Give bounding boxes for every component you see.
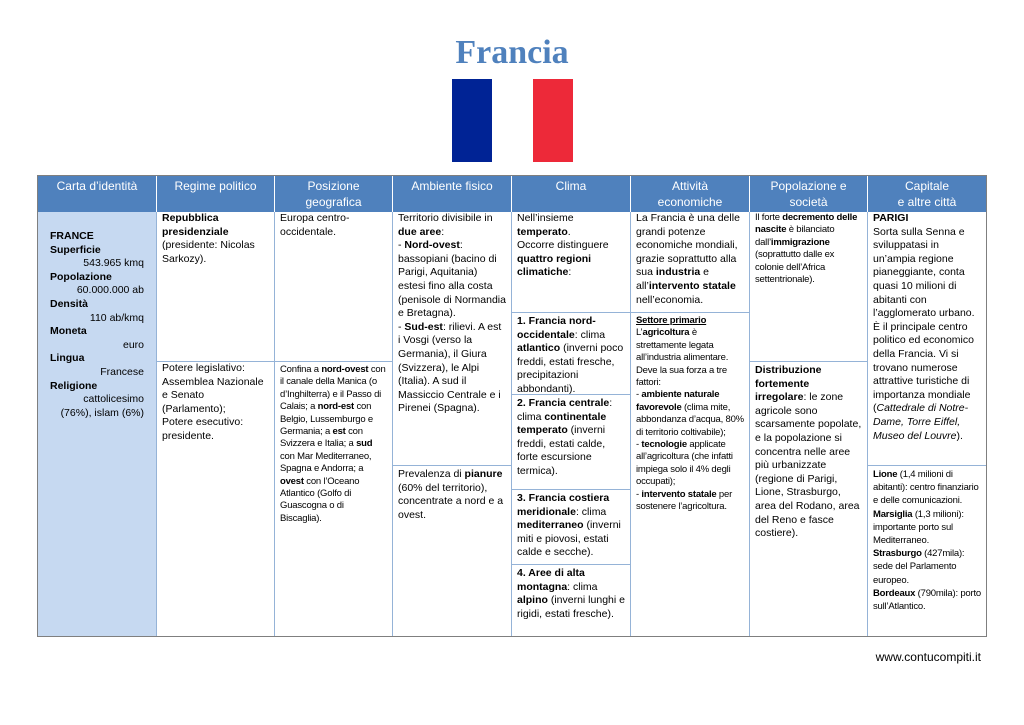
ambiente-due-aree: due aree <box>398 225 442 238</box>
attivita-text: L’ <box>636 327 643 339</box>
popolazione-text: Il forte <box>755 212 783 223</box>
popolazione-decremento: decremento delle nascite <box>755 212 858 236</box>
posizione-europa: Europa centro-occidentale. <box>280 212 350 238</box>
ambiente-sudest: Sud-est <box>404 320 443 333</box>
attivita-primario-cell <box>631 312 749 636</box>
clima-temperato: temperato <box>517 225 568 238</box>
popolazione-value: 60.000.000 ab <box>76 284 144 297</box>
attivita-text: - <box>636 389 642 401</box>
ambiente-pianure-cell <box>393 465 511 636</box>
clima-region-title: 3. Francia costiera meridionale <box>517 492 610 518</box>
popolazione-immigrazione: immigrazione <box>770 236 830 248</box>
ambiente-text: : bassopiani (bacino di Parigi, Aquitania) estesi fino alla costa (penisole di Normandia e Bretagna). <box>398 239 506 320</box>
potere-legislativo: Potere legislativo: Assemblea Nazionale e Senato (Parlamento); <box>162 362 264 415</box>
page-title: Francia <box>455 34 569 71</box>
lingua-label: Lingua <box>50 352 85 365</box>
column-posizione <box>275 212 393 636</box>
posizione-europa-cell <box>275 212 392 361</box>
ambiente-aree-cell <box>393 212 511 465</box>
clima-region-title: 4. Aree di alta montagna <box>517 567 585 593</box>
confini-sud: sud <box>356 438 373 450</box>
column-ambiente <box>393 212 512 636</box>
citta-text: (1,3 milioni): importante porto sul Mediterraneo. <box>873 508 964 547</box>
popolazione-text: (soprattutto dalle ex colonie dell’Africa settentrionale). <box>755 249 835 286</box>
popolazione-distribuzione-cell <box>750 361 867 636</box>
column-popolazione <box>750 212 868 636</box>
attivita-text: è strettamente legata all’industria alimentare. Deve la sua forza a tre fattori: <box>636 327 729 389</box>
header-attivita: Attività economiche <box>631 176 750 212</box>
ambiente-text: - <box>398 320 405 333</box>
flag-white-band <box>492 79 533 162</box>
popolazione-text: è bilanciato dall’ <box>755 224 835 248</box>
potere-esecutivo: Potere esecutivo: presidente. <box>162 416 244 442</box>
column-regime <box>157 212 275 636</box>
fattore-tecnologie: tecnologie <box>641 439 687 451</box>
column-clima <box>512 212 631 636</box>
religione-value-1: cattolicesimo <box>83 393 144 406</box>
capitale-text: Sorta sulla Senna e sviluppatasi in un’ampia regione pianeggiante, conta quasi 10 milioni di abitanti con l’agglomerato urbano. È il principale centro politico ed economico della Francia. Vi si trovano numerose attrattive turistiche di importanza mondiale ( <box>873 225 975 415</box>
ambiente-text: Territorio divisibile in <box>398 212 493 224</box>
clima-text: : clima <box>567 580 598 593</box>
pianure-highlight: pianure <box>464 468 503 480</box>
lingua-value: Francese <box>100 365 144 378</box>
popolazione-distribuzione: Distribuzione fortemente irregolare <box>755 364 822 404</box>
confini-text: Confina a <box>280 364 322 375</box>
fattore-intervento: intervento statale <box>641 488 717 500</box>
attivita-text: e all’ <box>636 266 709 292</box>
citta-text: (790mila): porto sull’Atlantico. <box>873 587 981 613</box>
clima-type: continentale temperato <box>517 410 607 437</box>
citta-bordeaux: Bordeaux <box>873 587 916 599</box>
regime-tipo-1: Repubblica <box>162 212 219 224</box>
moneta-label: Moneta <box>50 325 87 338</box>
regime-presidente: (presidente: Nicolas Sarkozy). <box>162 239 255 265</box>
clima-text: : <box>568 266 572 279</box>
superficie-value: 543.965 kmq <box>83 257 144 270</box>
regime-tipo-cell <box>157 212 274 361</box>
attivita-text: - <box>636 488 642 500</box>
clima-meridionale-cell <box>512 489 630 564</box>
clima-text: (inverni lunghi e rigidi, estati fresche). <box>517 594 625 620</box>
clima-centrale-cell <box>512 394 630 489</box>
header-identita: Carta d’identità <box>38 176 157 212</box>
clima-text: . <box>567 225 571 238</box>
clima-montagna-cell <box>512 564 630 636</box>
citta-marsiglia: Marsiglia <box>873 508 913 520</box>
flag-red-band <box>533 79 573 162</box>
attivita-text: La Francia è una delle grandi potenze economiche mondiali, grazie soprattutto alla sua <box>636 212 740 279</box>
header-clima: Clima <box>512 176 631 212</box>
clima-text: : clima <box>574 328 606 341</box>
flag-blue-band <box>452 79 492 162</box>
clima-type: mediterraneo <box>517 519 584 532</box>
ambiente-text: : rilievi. A est i Vosgi (verso la Germania), il Giura (Svizzera), le Alpi (Italia). A sud il Massiccio Centrale e i Pirenei (Spagna). <box>398 320 502 415</box>
capitale-parigi-cell <box>868 212 986 465</box>
densita-label: Densità <box>50 297 88 310</box>
attivita-text: applicate all’agricoltura (che infatti impiega solo il 4% degli occupati); <box>636 439 733 488</box>
clima-quattro-regioni: quattro regioni climatiche <box>517 252 592 279</box>
citta-text: (427mila): sede del Parlamento europeo. <box>873 548 965 586</box>
confini-nordovest: nord-ovest <box>321 364 369 375</box>
confini-text: con Belgio, Lussemburgo e Germania; a <box>280 401 373 438</box>
capitale-text: ). <box>956 429 963 442</box>
ambiente-text: : <box>441 225 445 238</box>
attivita-text: - <box>636 439 642 451</box>
confini-text: con l’Oceano Atlantico (Golfo di Guascogna o di Biscaglia). <box>280 475 360 524</box>
country-table <box>37 175 987 637</box>
ambiente-text: - <box>398 239 405 252</box>
capitale-parigi: PARIGI <box>873 212 909 224</box>
densita-value: 110 ab/kmq <box>89 311 144 324</box>
clima-type: alpino <box>517 594 548 607</box>
clima-region-title: 2. Francia centrale <box>517 397 610 409</box>
pianure-text: Prevalenza di <box>398 468 465 480</box>
column-capitale <box>868 212 986 636</box>
settore-primario-heading: Settore primario <box>636 315 707 326</box>
citta-lione: Lione <box>873 469 898 480</box>
attivita-text: nell’economia. <box>636 293 704 306</box>
header-ambiente: Ambiente fisico <box>393 176 512 212</box>
clima-text: : clima <box>517 397 613 423</box>
altre-citta-cell <box>868 465 986 636</box>
clima-intro-cell <box>512 212 630 312</box>
regime-poteri-cell <box>157 361 274 636</box>
fattore-ambiente: ambiente naturale favorevole <box>636 389 720 413</box>
confini-text: con Mar Mediterraneo, Spagna e Andorra; a <box>280 450 372 475</box>
column-identita <box>38 212 157 636</box>
attivita-intervento: intervento statale <box>648 279 736 292</box>
citta-strasburgo: Strasburgo <box>873 548 922 560</box>
clima-region-title: 1. Francia nord-occidentale <box>517 315 596 341</box>
attivita-text: (clima mite, abbondanza d’acqua, 80% di territorio coltivabile); <box>636 401 744 438</box>
pianure-text: (60% del territorio), concentrate a nord e a ovest. <box>398 481 504 521</box>
attivita-industria: industria <box>655 266 701 279</box>
capitale-monumenti: Cattedrale di Notre-Dame, Torre Eiffel, Museo del Louvre <box>873 402 969 442</box>
religione-label: Religione <box>50 379 98 392</box>
clima-text: : clima <box>575 505 607 518</box>
attivita-agricoltura: agricoltura <box>642 327 690 339</box>
citta-text: (1,4 milioni di abitanti): centro finanziario e delle comunicazioni. <box>873 469 979 507</box>
header-popolazione: Popolazione e società <box>750 176 868 212</box>
confini-nordest: nord-est <box>317 401 355 413</box>
attivita-text: per sostenere l’agricoltura. <box>636 488 733 513</box>
header-posizione: Posizione geografica <box>275 176 393 212</box>
clima-nordoccidentale-cell <box>512 312 630 394</box>
moneta-value: euro <box>122 338 144 351</box>
clima-type: atlantico <box>517 342 561 355</box>
attivita-intro-cell <box>631 212 749 312</box>
regime-tipo-2: presidenziale <box>162 225 229 238</box>
column-attivita <box>631 212 750 636</box>
identita-cell <box>38 230 156 420</box>
popolazione-nascite-cell <box>750 212 867 361</box>
confini-text: con il canale della Manica (o d’Inghilterra) e il Passo di Calais; a <box>280 364 386 413</box>
religione-value-2: (76%), islam (6%) <box>60 406 144 419</box>
posizione-confini-cell <box>275 361 392 636</box>
clima-text: Occorre distinguere <box>517 239 609 252</box>
header-capitale: Capitale e altre città <box>868 176 986 212</box>
header-regime: Regime politico <box>157 176 275 212</box>
clima-text: Nell’insieme <box>517 212 574 224</box>
clima-text: (inverni poco freddi, estati fresche, precipitazioni abbondanti). <box>517 342 624 395</box>
confini-text: con Svizzera e Italia; a <box>280 426 363 450</box>
clima-text: (inverni freddi, estati calde, forte escursione termica). <box>517 424 606 477</box>
clima-text: (inverni miti e piovosi, estati calde e secche). <box>517 519 621 559</box>
country-name: FRANCE <box>50 230 94 242</box>
confini-ovest: ovest <box>280 475 304 487</box>
french-flag-icon <box>452 79 573 162</box>
popolazione-label: Popolazione <box>50 270 112 283</box>
confini-est: est <box>332 426 346 438</box>
superficie-label: Superficie <box>50 243 101 256</box>
footer-url: www.contucompiti.it <box>875 650 981 664</box>
ambiente-nordovest: Nord-ovest <box>404 239 460 252</box>
popolazione-text: : le zone agricole sono scarsamente popolate, e la popolazione si concentra nelle aree più urbanizzate (regione di Parigi, Lione, Strasburgo, area del Rodano, area del Reno e fasce costiere). <box>755 391 862 540</box>
